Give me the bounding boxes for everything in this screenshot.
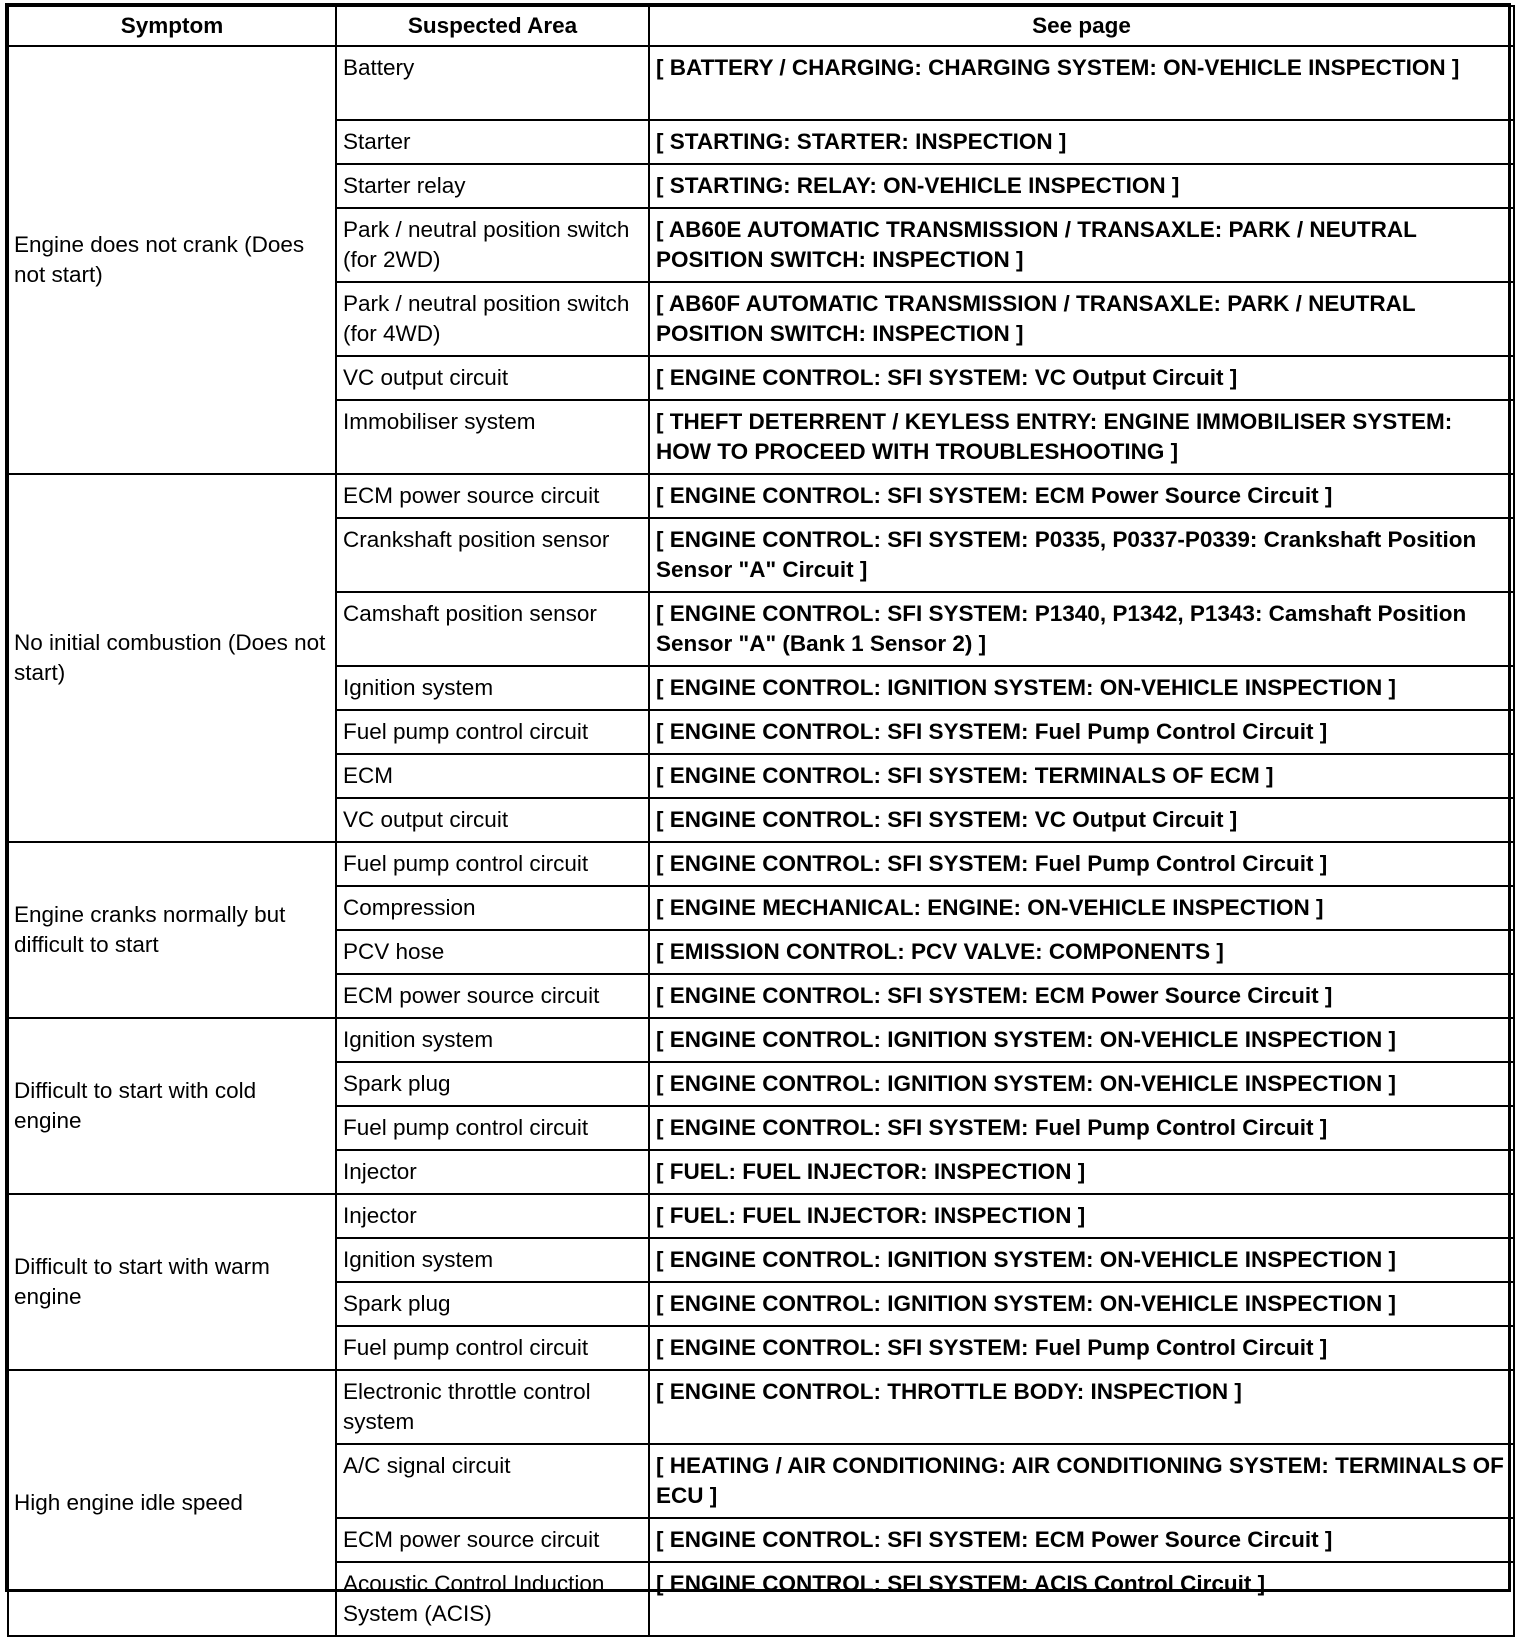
see-page-cell: [ ENGINE CONTROL: SFI SYSTEM: ECM Power Source Circuit ] <box>649 474 1514 518</box>
see-page-cell: [ ENGINE CONTROL: SFI SYSTEM: P0335, P0337-P0339: Crankshaft Position Sensor "A" Circuit ] <box>649 518 1514 592</box>
suspected-area-cell: Starter relay <box>336 164 649 208</box>
suspected-area-cell: Park / neutral position switch (for 2WD) <box>336 208 649 282</box>
suspected-area-cell: Injector <box>336 1150 649 1194</box>
see-page-cell: [ ENGINE CONTROL: IGNITION SYSTEM: ON-VEHICLE INSPECTION ] <box>649 1282 1514 1326</box>
suspected-area-cell: Ignition system <box>336 1018 649 1062</box>
suspected-area-cell: VC output circuit <box>336 356 649 400</box>
symptom-cell: Difficult to start with warm engine <box>8 1194 336 1370</box>
suspected-area-cell: Spark plug <box>336 1282 649 1326</box>
suspected-area-cell: Fuel pump control circuit <box>336 1326 649 1370</box>
suspected-area-cell: Acoustic Control Induction System (ACIS) <box>336 1562 649 1636</box>
symptom-cell: Engine cranks normally but difficult to start <box>8 842 336 1018</box>
table-row <box>8 474 1514 518</box>
see-page-cell: [ STARTING: STARTER: INSPECTION ] <box>649 120 1514 164</box>
suspected-area-cell: Crankshaft position sensor <box>336 518 649 592</box>
see-page-cell: [ ENGINE CONTROL: SFI SYSTEM: VC Output Circuit ] <box>649 798 1514 842</box>
symptom-cell: High engine idle speed <box>8 1370 336 1636</box>
suspected-area-cell: Fuel pump control circuit <box>336 842 649 886</box>
suspected-area-cell: Park / neutral position switch (for 4WD) <box>336 282 649 356</box>
header-row <box>8 6 1514 46</box>
see-page-cell: [ THEFT DETERRENT / KEYLESS ENTRY: ENGINE IMMOBILISER SYSTEM: HOW TO PROCEED WITH TROUBLESHOOTING ] <box>649 400 1514 474</box>
suspected-area-cell: Battery <box>336 46 649 120</box>
suspected-area-cell: Ignition system <box>336 666 649 710</box>
see-page-cell: [ BATTERY / CHARGING: CHARGING SYSTEM: ON-VEHICLE INSPECTION ] <box>649 46 1514 120</box>
suspected-area-cell: Starter <box>336 120 649 164</box>
see-page-cell: [ ENGINE CONTROL: IGNITION SYSTEM: ON-VEHICLE INSPECTION ] <box>649 1238 1514 1282</box>
suspected-area-cell: Injector <box>336 1194 649 1238</box>
see-page-cell: [ EMISSION CONTROL: PCV VALVE: COMPONENTS ] <box>649 930 1514 974</box>
see-page-cell: [ ENGINE CONTROL: SFI SYSTEM: Fuel Pump Control Circuit ] <box>649 842 1514 886</box>
header-see-page: See page <box>649 6 1514 46</box>
see-page-cell: [ STARTING: RELAY: ON-VEHICLE INSPECTION ] <box>649 164 1514 208</box>
see-page-cell: [ HEATING / AIR CONDITIONING: AIR CONDITIONING SYSTEM: TERMINALS OF ECU ] <box>649 1444 1514 1518</box>
see-page-cell: [ AB60E AUTOMATIC TRANSMISSION / TRANSAXLE: PARK / NEUTRAL POSITION SWITCH: INSPECTION ] <box>649 208 1514 282</box>
see-page-cell: [ AB60F AUTOMATIC TRANSMISSION / TRANSAXLE: PARK / NEUTRAL POSITION SWITCH: INSPECTION ] <box>649 282 1514 356</box>
table-row <box>8 842 1514 886</box>
see-page-cell: [ ENGINE CONTROL: SFI SYSTEM: Fuel Pump Control Circuit ] <box>649 710 1514 754</box>
suspected-area-cell: Ignition system <box>336 1238 649 1282</box>
symptom-cell: Engine does not crank (Does not start) <box>8 46 336 474</box>
see-page-cell: [ ENGINE CONTROL: THROTTLE BODY: INSPECTION ] <box>649 1370 1514 1444</box>
suspected-area-cell: Electronic throttle control system <box>336 1370 649 1444</box>
suspected-area-cell: Immobiliser system <box>336 400 649 474</box>
see-page-cell: [ ENGINE CONTROL: SFI SYSTEM: VC Output Circuit ] <box>649 356 1514 400</box>
suspected-area-cell: ECM power source circuit <box>336 474 649 518</box>
see-page-cell: [ ENGINE MECHANICAL: ENGINE: ON-VEHICLE INSPECTION ] <box>649 886 1514 930</box>
table-row <box>8 1194 1514 1238</box>
suspected-area-cell: Fuel pump control circuit <box>336 1106 649 1150</box>
symptom-cell: Difficult to start with cold engine <box>8 1018 336 1194</box>
suspected-area-cell: ECM power source circuit <box>336 1518 649 1562</box>
see-page-cell: [ ENGINE CONTROL: SFI SYSTEM: ECM Power Source Circuit ] <box>649 1518 1514 1562</box>
table-row <box>8 1370 1514 1444</box>
suspected-area-cell: VC output circuit <box>336 798 649 842</box>
table-row <box>8 1018 1514 1062</box>
suspected-area-cell: Spark plug <box>336 1062 649 1106</box>
suspected-area-cell: PCV hose <box>336 930 649 974</box>
symptom-cell: No initial combustion (Does not start) <box>8 474 336 842</box>
see-page-cell: [ ENGINE CONTROL: IGNITION SYSTEM: ON-VEHICLE INSPECTION ] <box>649 666 1514 710</box>
suspected-area-cell: A/C signal circuit <box>336 1444 649 1518</box>
suspected-area-cell: ECM power source circuit <box>336 974 649 1018</box>
suspected-area-cell: Fuel pump control circuit <box>336 710 649 754</box>
suspected-area-cell: ECM <box>336 754 649 798</box>
see-page-cell: [ ENGINE CONTROL: SFI SYSTEM: Fuel Pump Control Circuit ] <box>649 1106 1514 1150</box>
suspected-area-cell: Compression <box>336 886 649 930</box>
see-page-cell: [ ENGINE CONTROL: SFI SYSTEM: ACIS Control Circuit ] <box>649 1562 1514 1636</box>
header-symptom: Symptom <box>8 6 336 46</box>
troubleshooting-table-container <box>7 5 1515 1637</box>
troubleshooting-table <box>7 5 1515 1637</box>
table-row <box>8 46 1514 120</box>
see-page-cell: [ ENGINE CONTROL: SFI SYSTEM: TERMINALS OF ECM ] <box>649 754 1514 798</box>
see-page-cell: [ ENGINE CONTROL: IGNITION SYSTEM: ON-VEHICLE INSPECTION ] <box>649 1062 1514 1106</box>
suspected-area-cell: Camshaft position sensor <box>336 592 649 666</box>
see-page-cell: [ FUEL: FUEL INJECTOR: INSPECTION ] <box>649 1194 1514 1238</box>
see-page-cell: [ FUEL: FUEL INJECTOR: INSPECTION ] <box>649 1150 1514 1194</box>
header-suspected-area: Suspected Area <box>336 6 649 46</box>
see-page-cell: [ ENGINE CONTROL: SFI SYSTEM: Fuel Pump Control Circuit ] <box>649 1326 1514 1370</box>
see-page-cell: [ ENGINE CONTROL: SFI SYSTEM: P1340, P1342, P1343: Camshaft Position Sensor "A" (Bank 1 Sensor 2) ] <box>649 592 1514 666</box>
see-page-cell: [ ENGINE CONTROL: IGNITION SYSTEM: ON-VEHICLE INSPECTION ] <box>649 1018 1514 1062</box>
see-page-cell: [ ENGINE CONTROL: SFI SYSTEM: ECM Power Source Circuit ] <box>649 974 1514 1018</box>
